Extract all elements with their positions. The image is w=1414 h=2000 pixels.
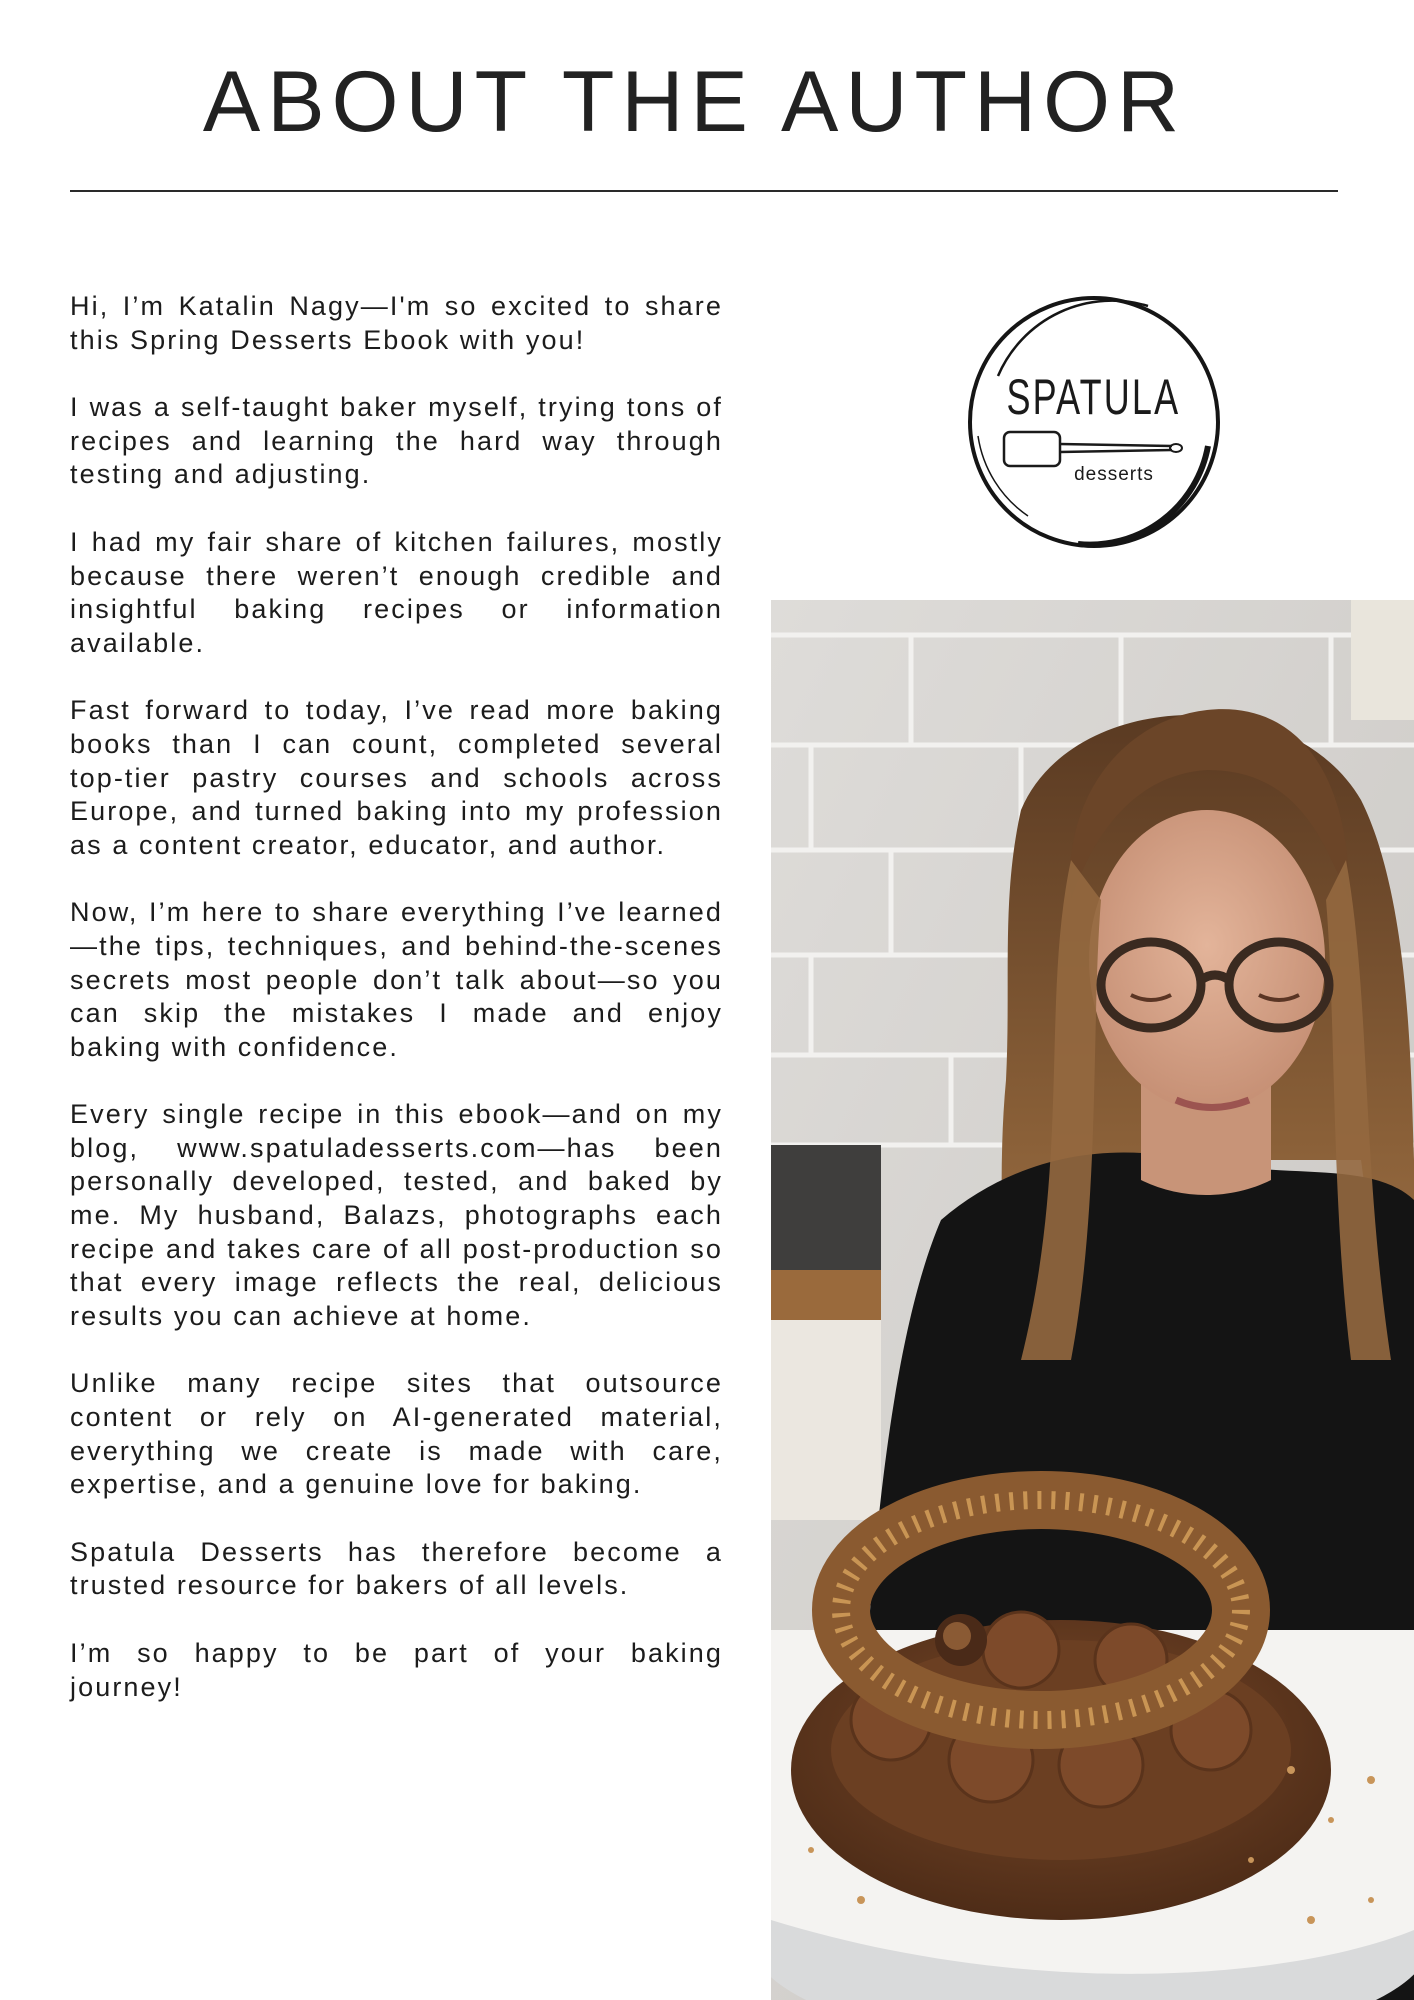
bio-paragraph: I was a self-taught baker myself, trying tons of recipes and learning the hard way through testing and adjusting. xyxy=(70,392,723,490)
author-bio xyxy=(70,290,723,1738)
bio-paragraph: Every single recipe in this ebook—and on my blog, www.spatuladesserts.com—has been personally developed, tested, and baked by me. My husband, Balazs, photographs each recipe and takes care of all post-production so that every image reflects the real, delicious results you can achieve at home. xyxy=(70,1099,723,1331)
bio-paragraph: I had my fair share of kitchen failures, mostly because there weren’t enough credible and insightful baking recipes or information available. xyxy=(70,526,723,658)
bio-paragraph: Fast forward to today, I’ve read more baking books than I can count, completed several top-tier pastry courses and schools across Europe, and turned baking into my profession as a content creator, educator, and author. xyxy=(70,695,723,860)
author-photo xyxy=(771,600,1414,2000)
spatula-desserts-logo xyxy=(958,286,1230,558)
page-title: ABOUT THE AUTHOR xyxy=(202,54,1187,150)
spatula-icon xyxy=(1004,432,1182,466)
logo-sub: desserts xyxy=(1074,464,1154,485)
bio-paragraph: Now, I’m here to share everything I’ve learned—the tips, techniques, and behind-the-scenes secrets most people don’t talk about—so you can skip the mistakes I made and enjoy baking with confidence. xyxy=(70,897,723,1062)
bio-paragraph: Unlike many recipe sites that outsource content or rely on AI-generated material, everything we create is made with care, expertise, and a genuine love for baking. xyxy=(70,1368,723,1500)
logo-brand: SPATULA xyxy=(1006,370,1181,426)
bio-paragraph: Hi, I’m Katalin Nagy—I'm so excited to share this Spring Desserts Ebook with you! xyxy=(70,291,723,355)
title-divider xyxy=(70,190,1338,192)
bio-paragraph: Spatula Desserts has therefore become a trusted resource for bakers of all levels. xyxy=(70,1536,723,1601)
bio-paragraph: I’m so happy to be part of your baking journey! xyxy=(70,1638,723,1702)
